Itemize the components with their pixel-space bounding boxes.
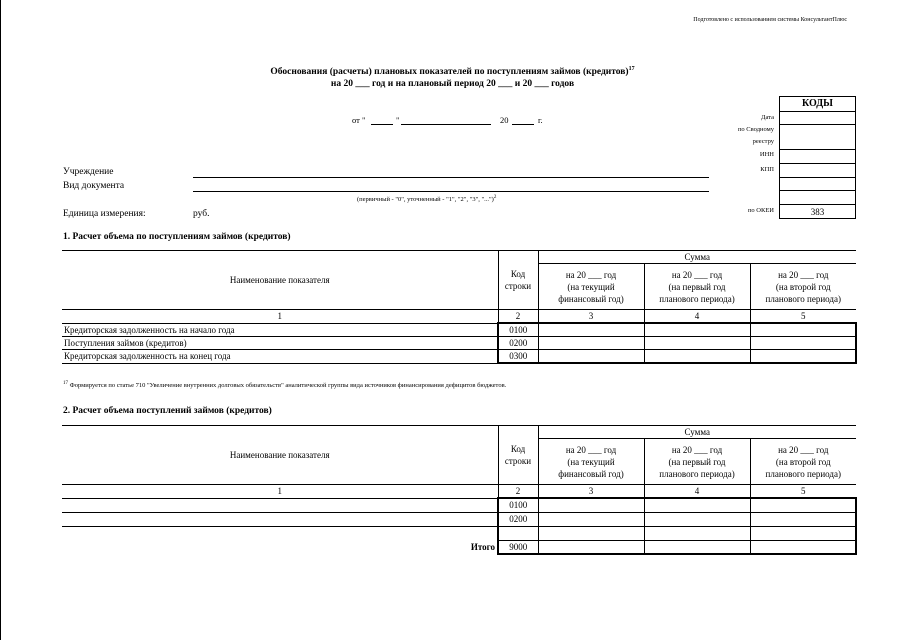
date-month-line[interactable] xyxy=(401,124,491,125)
s2-row2-c4[interactable] xyxy=(644,512,750,526)
s1-col-code xyxy=(498,251,538,310)
date-day-line[interactable] xyxy=(371,124,393,125)
s2-col-name: Наименование показателя xyxy=(62,426,498,485)
doc-type-hint xyxy=(357,195,496,203)
s2-total-c3[interactable] xyxy=(538,540,644,554)
s2-row2-code: 0200 xyxy=(498,512,538,526)
section1-table xyxy=(62,250,857,364)
doc-type-line[interactable] xyxy=(193,191,709,192)
codes-header: КОДЫ xyxy=(802,98,833,109)
s2-row2-name[interactable] xyxy=(62,512,498,526)
s2-row-blank-name[interactable] xyxy=(62,526,498,540)
table-row xyxy=(62,337,856,350)
s1-col3 xyxy=(538,264,644,310)
codes-kpp-cell[interactable] xyxy=(780,163,855,177)
s1-row2-name: Поступления займов (кредитов) xyxy=(62,337,498,350)
date-suffix: г. xyxy=(538,115,543,125)
doc-type-hint-mark: 2 xyxy=(493,195,497,200)
s1-col-code-line2: строки xyxy=(504,281,532,291)
s2-row1-c4[interactable] xyxy=(644,498,750,512)
s1-col-name: Наименование показателя xyxy=(62,251,498,310)
unit-value: руб. xyxy=(193,209,210,219)
s2-total-c4[interactable] xyxy=(644,540,750,554)
footnote-mark: 17 xyxy=(63,381,68,386)
codes-registry-cell[interactable] xyxy=(780,124,855,149)
s1-row3-c4[interactable] xyxy=(644,350,750,364)
codes-date-cell[interactable] xyxy=(780,111,855,124)
s2-col-code-line1: Код xyxy=(510,444,526,454)
doc-type-label: Вид документа xyxy=(63,181,125,191)
s1-row2-c5[interactable] xyxy=(750,337,856,350)
s1-num-3: 3 xyxy=(538,310,644,324)
s2-col4-l2: (на первый год xyxy=(668,456,726,467)
table-row-total xyxy=(62,540,856,554)
codes-label-registry2: реестру xyxy=(752,138,774,145)
s1-row1-c4[interactable] xyxy=(644,323,750,337)
footnote xyxy=(63,381,506,389)
form-title-line2: на 20 ___ год и на плановый период 20 ___ и 20 ___ годов xyxy=(330,79,575,89)
s2-total-label: Итого xyxy=(470,542,495,552)
s1-num-5: 5 xyxy=(750,310,856,324)
section2-title: 2. Расчет объема поступлений займов (кредитов) xyxy=(63,406,272,416)
codes-blank-cell-1[interactable] xyxy=(780,177,855,190)
codes-label-registry1: по Сводному xyxy=(737,126,774,133)
s1-row2-c4[interactable] xyxy=(644,337,750,350)
footnote-text: Формируется по статье 710 "Увеличение внутренних долговых обязательств" аналитической группы вида источников финансирования дефицитов бюджетов. xyxy=(69,382,507,390)
s2-col4 xyxy=(644,439,750,485)
s1-col-code-line1: Код xyxy=(510,269,526,279)
s2-row-blank-c5[interactable] xyxy=(750,526,856,540)
s1-row3-code: 0300 xyxy=(498,350,538,364)
s1-col3-l3: финансовый год) xyxy=(558,293,624,304)
s1-col5-l1: на 20 ___ год xyxy=(778,269,829,280)
s2-num-5: 5 xyxy=(750,485,856,499)
s1-row1-name: Кредиторская задолженность на начало года xyxy=(62,323,498,337)
s1-col3-l2: (на текущий xyxy=(567,281,615,292)
s2-row1-c5[interactable] xyxy=(750,498,856,512)
s2-num-4: 4 xyxy=(644,485,750,499)
page-left-edge xyxy=(0,0,1,640)
table-row xyxy=(62,526,856,540)
s2-col-code-line2: строки xyxy=(504,456,532,466)
s2-col5-l3: планового периода) xyxy=(765,468,841,479)
s1-col4-l1: на 20 ___ год xyxy=(671,269,723,280)
codes-label-date: Дата xyxy=(761,114,774,121)
form-title-footnote-mark: 17 xyxy=(628,66,635,72)
s2-row1-name[interactable] xyxy=(62,498,498,512)
unit-label: Единица измерения: xyxy=(63,209,146,219)
s1-row3-c3[interactable] xyxy=(538,350,644,364)
table-row xyxy=(62,498,856,512)
s1-row1-code: 0100 xyxy=(498,323,538,337)
s1-num-row xyxy=(62,310,856,324)
table-row xyxy=(62,350,856,364)
table-row xyxy=(62,512,856,526)
s2-num-row xyxy=(62,485,856,499)
header-note: Подготовлено с использованием системы КонсультантПлюс xyxy=(693,17,847,23)
s1-row1-c5[interactable] xyxy=(750,323,856,337)
codes-box xyxy=(779,96,856,219)
date-year-line[interactable] xyxy=(512,124,534,125)
s1-row2-code: 0200 xyxy=(498,337,538,350)
s1-num-4: 4 xyxy=(644,310,750,324)
s1-col-sum: Сумма xyxy=(538,251,856,264)
s2-col3-l1: на 20 ___ год xyxy=(565,444,617,455)
s2-col-code xyxy=(498,426,538,485)
s1-col4-l2: (на первый год xyxy=(668,281,726,292)
s2-col3-l2: (на текущий xyxy=(567,456,615,467)
date-prefix: от " xyxy=(352,115,366,125)
s1-num-2: 2 xyxy=(498,310,538,324)
institution-label: Учреждение xyxy=(63,167,114,177)
s2-col-sum: Сумма xyxy=(538,426,856,439)
s2-col4-l1: на 20 ___ год xyxy=(671,444,723,455)
section1-title: 1. Расчет объема по поступлениям займов (кредитов) xyxy=(63,232,291,242)
s2-num-3: 3 xyxy=(538,485,644,499)
s1-row2-c3[interactable] xyxy=(538,337,644,350)
s1-col3-l1: на 20 ___ год xyxy=(565,269,617,280)
date-middle: " xyxy=(396,115,400,125)
s2-col3 xyxy=(538,439,644,485)
s1-col5-l2: (на второй год xyxy=(775,281,831,292)
institution-line[interactable] xyxy=(193,177,709,178)
s1-row1-c3[interactable] xyxy=(538,323,644,337)
s2-row-blank-code xyxy=(498,526,538,540)
s2-col5 xyxy=(750,439,856,485)
codes-label-okei: по ОКЕИ xyxy=(747,207,774,214)
s2-total-code: 9000 xyxy=(498,540,538,554)
codes-blank-cell-2[interactable] xyxy=(780,190,855,204)
codes-label-inn: ИНН xyxy=(759,151,774,158)
s1-col5 xyxy=(750,264,856,310)
s2-num-2: 2 xyxy=(498,485,538,499)
s1-num-1: 1 xyxy=(62,310,498,324)
s2-col4-l3: планового периода) xyxy=(659,468,735,479)
doc-type-hint-text: (первичный - "0", уточненный - "1", "2", "3", "...") xyxy=(357,196,494,204)
s2-col3-l3: финансовый год) xyxy=(558,468,624,479)
s2-row1-code: 0100 xyxy=(498,498,538,512)
s2-row1-c3[interactable] xyxy=(538,498,644,512)
s2-row2-c5[interactable] xyxy=(750,512,856,526)
s2-total-c5[interactable] xyxy=(750,540,856,554)
codes-okei-cell: 383 xyxy=(780,204,855,218)
s2-row-blank-c3[interactable] xyxy=(538,526,644,540)
s1-row3-c5[interactable] xyxy=(750,350,856,364)
s1-col4-l3: планового периода) xyxy=(659,293,735,304)
s2-col5-l1: на 20 ___ год xyxy=(778,444,829,455)
table-row xyxy=(62,323,856,337)
codes-inn-cell[interactable] xyxy=(780,149,855,163)
s2-row-blank-c4[interactable] xyxy=(644,526,750,540)
s1-row3-name: Кредиторская задолженность на конец года xyxy=(62,350,498,364)
s1-col4 xyxy=(644,264,750,310)
s2-num-1: 1 xyxy=(62,485,498,499)
form-title xyxy=(0,66,905,77)
s2-row2-c3[interactable] xyxy=(538,512,644,526)
date-year-prefix: 20 xyxy=(500,115,509,125)
codes-label-kpp: КПП xyxy=(760,166,774,173)
form-title-line1: Обоснования (расчеты) плановых показателей по поступлениям займов (кредитов) xyxy=(270,67,629,78)
section2-table xyxy=(62,425,857,555)
s2-col5-l2: (на второй год xyxy=(775,456,831,467)
s1-col5-l3: планового периода) xyxy=(765,293,841,304)
